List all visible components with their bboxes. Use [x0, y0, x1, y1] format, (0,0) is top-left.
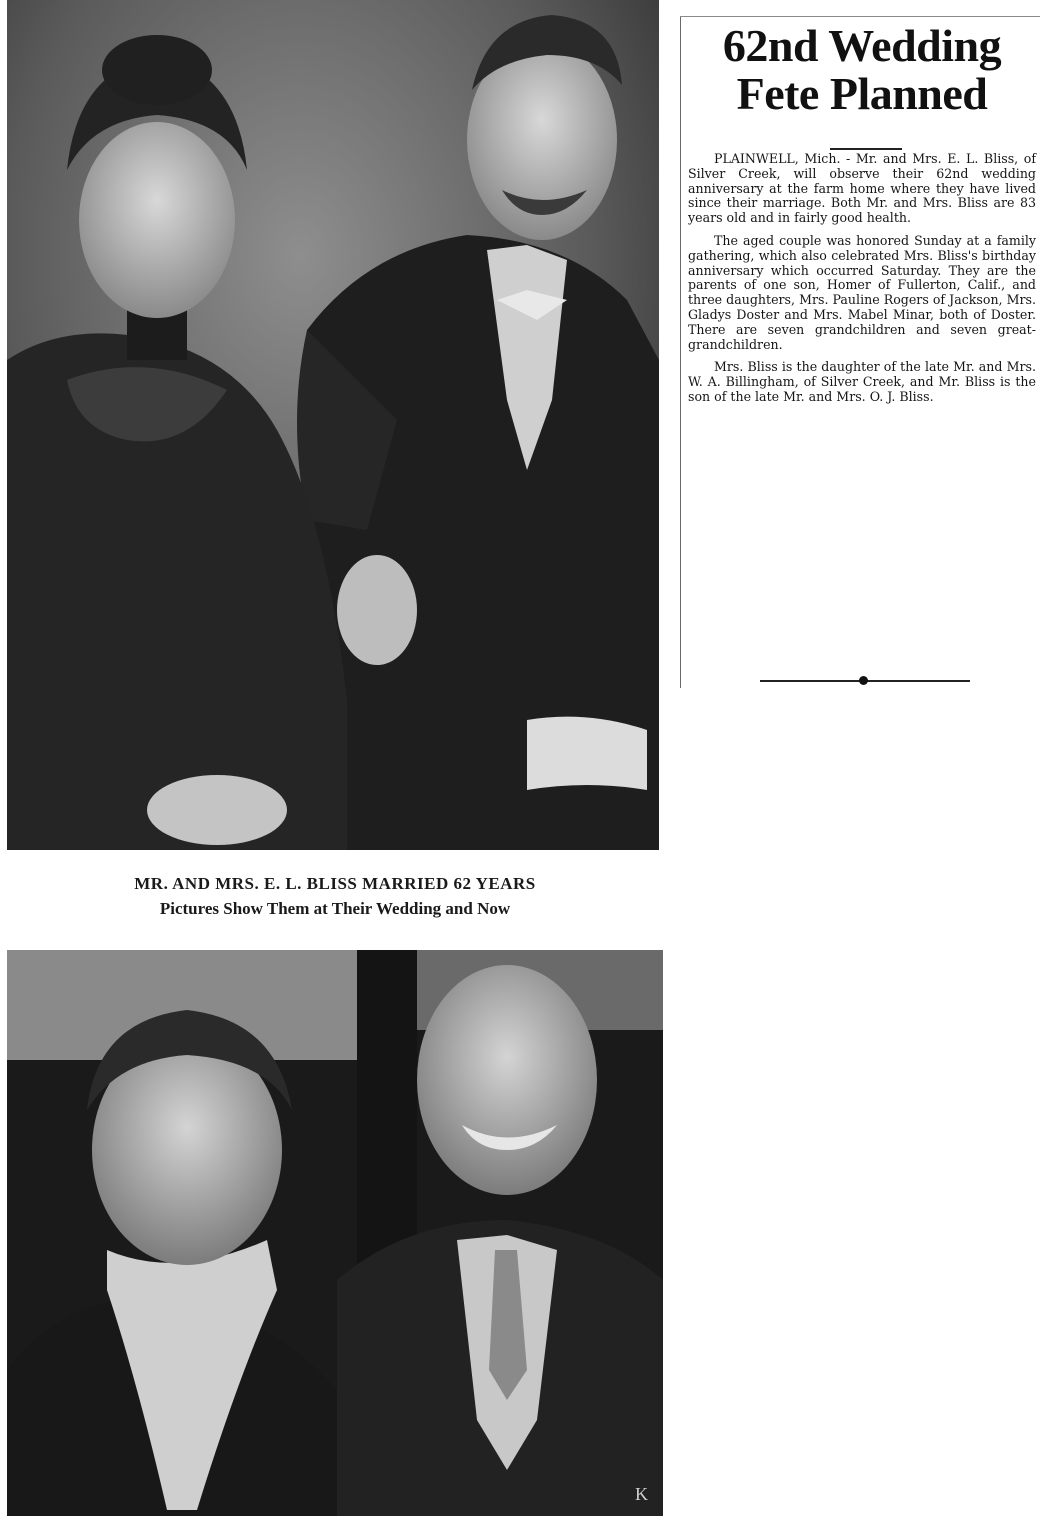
top-rule: [680, 16, 1040, 17]
headline-divider: [830, 148, 902, 150]
anniversary-photo: [7, 950, 663, 1516]
article-paragraph: The aged couple was honored Sunday at a family gathering, which also celebrated Mrs. Bliss's birthday anniversary which occurred Saturday. They are the parents of one son, Homer of Fullerton, Calif., and three daughters, Mrs. Pauline Rogers of Jackson, Mrs. Gladys Doster and Mrs. Mabel Minar, both of Doster. There are seven grandchildren and seven great-grandchildren.: [688, 232, 1036, 352]
article-body: [688, 152, 1036, 413]
news-article: [680, 16, 1040, 688]
article-paragraph: Mrs. Bliss is the daughter of the late Mr. and Mrs. W. A. Billingham, of Silver Creek, and Mr. Bliss is the son of the late Mr. and Mrs. O. J. Bliss.: [688, 359, 1036, 404]
anniversary-photo-illustration: [7, 950, 663, 1516]
photo-caption-headline: MR. AND MRS. E. L. BLISS MARRIED 62 YEARS: [134, 874, 536, 893]
wedding-photo: [7, 0, 659, 850]
artist-mark: K: [635, 1484, 648, 1504]
column-rule: [680, 16, 681, 688]
wedding-photo-illustration: [7, 0, 659, 850]
article-headline: 62nd Wedding Fete Planned: [722, 20, 1002, 119]
photo-caption-subline: Pictures Show Them at Their Wedding and Now: [159, 899, 511, 918]
article-paragraph: PLAINWELL, Mich. - Mr. and Mrs. E. L. Bliss, of Silver Creek, will observe their 62nd wedding anniversary at the farm home where they have lived since their marriage. Both Mr. and Mrs. Bliss are 83 years old and in fairly good health.: [688, 151, 1036, 226]
article-end-dot: [859, 676, 868, 685]
